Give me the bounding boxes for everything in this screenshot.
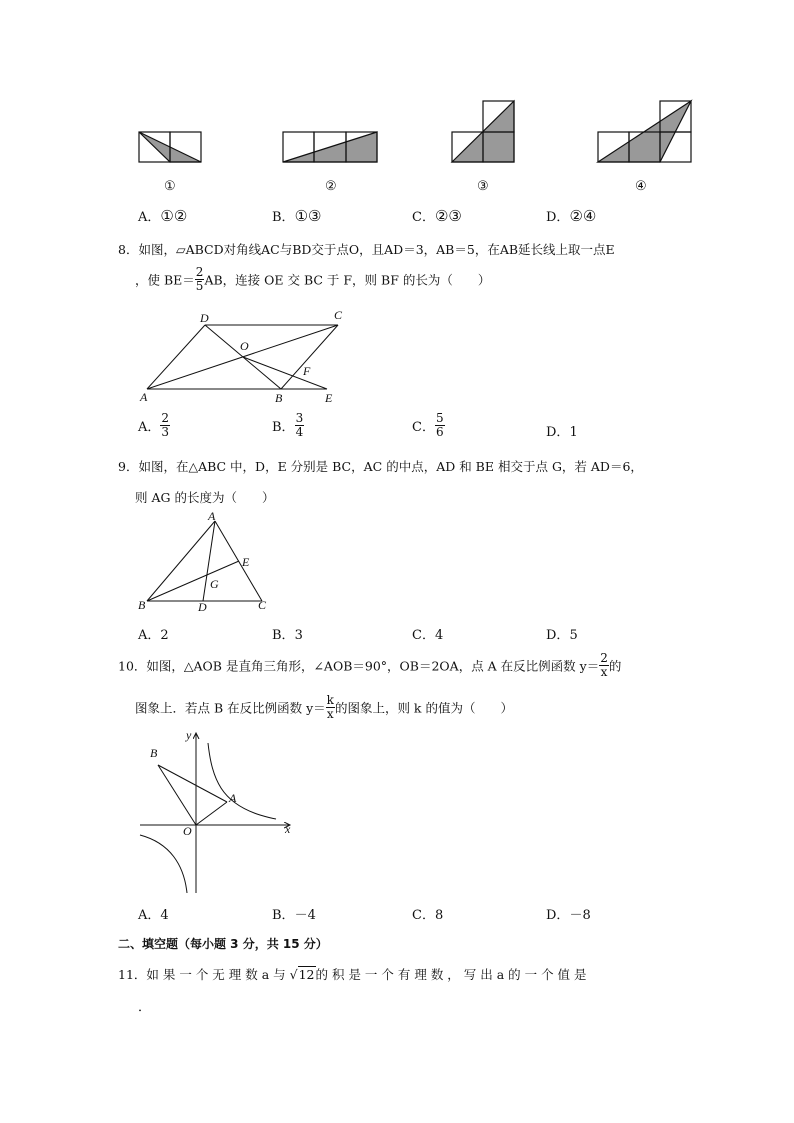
- option-letter: C．: [412, 628, 435, 643]
- q7-figure-2: [283, 132, 377, 162]
- question-text: 如图，在△ABC 中，D，E 分别是 BC，AC 的中点，AD 和 BE 相交于点 G，若 AD＝6，: [138, 459, 643, 474]
- option-fraction: $\frac{5}{6}$: [435, 411, 444, 439]
- q7-option-b[interactable]: [272, 206, 321, 225]
- q10-label-b: B: [150, 746, 158, 760]
- q8-stem-line-1: [118, 240, 615, 258]
- q10-graph-figure: [0, 725, 320, 900]
- question-number: 8．: [118, 242, 139, 257]
- answer-period: ．: [138, 1000, 152, 1015]
- q8-label-c: C: [334, 308, 343, 322]
- q8-label-f: F: [303, 364, 311, 378]
- option-text: 4: [434, 628, 444, 643]
- option-text: ②④: [569, 207, 597, 225]
- q9-label-c: C: [258, 598, 267, 612]
- option-fraction: $\frac{2}{3}$: [161, 411, 170, 439]
- q7-fig-label-3: ③: [477, 179, 489, 194]
- q10-label-a: A: [229, 791, 237, 805]
- question-number: 10．: [118, 658, 147, 674]
- q10-option-a[interactable]: [138, 904, 169, 923]
- option-letter: A．: [138, 210, 161, 225]
- option-text: ①③: [294, 207, 322, 225]
- q9-option-c[interactable]: [412, 624, 443, 643]
- option-text: 4: [160, 908, 169, 923]
- q8-label-o: O: [240, 339, 249, 353]
- option-text: 2: [160, 628, 169, 643]
- q7-figures: [0, 0, 794, 200]
- q7-fig-label-2: ②: [325, 179, 337, 194]
- question-text: 则 AG 的长度为（ ）: [135, 490, 275, 505]
- q8-label-a: A: [140, 390, 148, 404]
- option-text: －4: [294, 908, 316, 923]
- option-text: ①②: [160, 207, 188, 225]
- q11-stem-line-1: [118, 965, 587, 983]
- option-fraction: $\frac{3}{4}$: [295, 411, 304, 439]
- q9-label-d: D: [198, 600, 207, 614]
- q7-fig-label-4: ④: [635, 179, 647, 194]
- fraction: $\frac{k}{x}$: [326, 693, 334, 721]
- fraction: $\frac{2}{x}$: [600, 651, 608, 679]
- question-text: 图象上．若点 B 在反比例函数 y＝: [135, 700, 326, 716]
- option-letter: B．: [272, 628, 295, 643]
- q7-option-d[interactable]: [546, 206, 596, 225]
- option-letter: B．: [272, 210, 295, 225]
- q8-option-c[interactable]: [412, 412, 445, 439]
- question-text: 的 积 是 一 个 有 理 数 ， 写 出 a 的 一 个 值 是: [315, 967, 587, 982]
- q7-figure-1: [139, 132, 201, 162]
- option-letter: A．: [138, 908, 161, 923]
- q10-option-b[interactable]: [272, 904, 316, 923]
- q7-fig-label-1: ①: [164, 179, 176, 194]
- q7-figure-4: [598, 101, 691, 162]
- question-text: 的: [608, 658, 622, 674]
- question-number: 9．: [118, 459, 139, 474]
- q10-stem-line-2: [135, 694, 513, 721]
- q8-label-b: B: [275, 391, 283, 405]
- option-letter: D．: [546, 210, 570, 225]
- q8-stem-line-2: [135, 266, 490, 293]
- option-letter: C．: [412, 420, 435, 435]
- option-letter: D．: [546, 908, 570, 923]
- q10-option-d[interactable]: [546, 904, 591, 923]
- q11-answer-blank[interactable]: [138, 996, 151, 1015]
- q9-label-a: A: [208, 509, 216, 523]
- question-text: ，使 BE＝: [135, 272, 195, 288]
- option-text: 5: [569, 628, 578, 643]
- q9-label-e: E: [242, 555, 250, 569]
- option-letter: B．: [272, 908, 295, 923]
- question-text: 如图，△AOB 是直角三角形，∠AOB＝90°，OB＝2OA，点 A 在反比例函数 y＝: [146, 658, 600, 674]
- q8-option-a[interactable]: [138, 412, 170, 439]
- q9-triangle-figure: [0, 510, 300, 610]
- option-text: 1: [569, 425, 578, 440]
- q9-option-a[interactable]: [138, 624, 169, 643]
- question-number: 11．: [118, 967, 147, 982]
- q8-label-d: D: [200, 311, 209, 325]
- q8-label-e: E: [325, 391, 333, 405]
- q10-label-y: y: [186, 728, 192, 742]
- q9-option-b[interactable]: [272, 624, 303, 643]
- option-letter: D．: [546, 628, 570, 643]
- q7-option-a[interactable]: [138, 206, 187, 225]
- q8-option-b[interactable]: [272, 412, 304, 439]
- q8-option-d[interactable]: [546, 421, 578, 440]
- option-text: －8: [569, 908, 591, 923]
- q9-label-g: G: [210, 577, 219, 591]
- option-text: ②③: [434, 207, 462, 225]
- q9-stem-line-1: [118, 457, 643, 475]
- question-text: 如图，▱ABCD对角线AC与BD交于点O，且AD＝3，AB＝5，在AB延长线上取一点E: [138, 242, 615, 257]
- question-text: 的图象上，则 k 的值为（ ）: [334, 700, 513, 716]
- q7-figure-3: [452, 101, 514, 162]
- option-text: 8: [434, 908, 444, 923]
- option-letter: C．: [412, 210, 435, 225]
- q9-option-d[interactable]: [546, 624, 578, 643]
- q9-label-b: B: [138, 598, 146, 612]
- q7-option-c[interactable]: [412, 206, 462, 225]
- fraction: $\frac{2}{5}$: [195, 265, 204, 293]
- section-heading: 二、填空题（每小题 3 分，共 15 分）: [118, 937, 328, 951]
- q10-label-x: x: [285, 822, 291, 836]
- option-letter: B．: [272, 420, 295, 435]
- option-letter: D．: [546, 425, 570, 440]
- option-letter: C．: [412, 908, 435, 923]
- option-letter: A．: [138, 420, 161, 435]
- q10-option-c[interactable]: [412, 904, 443, 923]
- question-text: 如 果 一 个 无 理 数 a 与: [146, 967, 290, 982]
- q10-stem-line-1: [118, 652, 621, 679]
- q9-stem-line-2: [135, 488, 274, 506]
- option-text: 3: [294, 628, 303, 643]
- option-letter: A．: [138, 628, 161, 643]
- question-text: AB，连接 OE 交 BC 于 F，则 BF 的长为（ ）: [204, 272, 491, 288]
- sqrt-expression: √12: [289, 967, 315, 982]
- q10-label-o: O: [183, 824, 192, 838]
